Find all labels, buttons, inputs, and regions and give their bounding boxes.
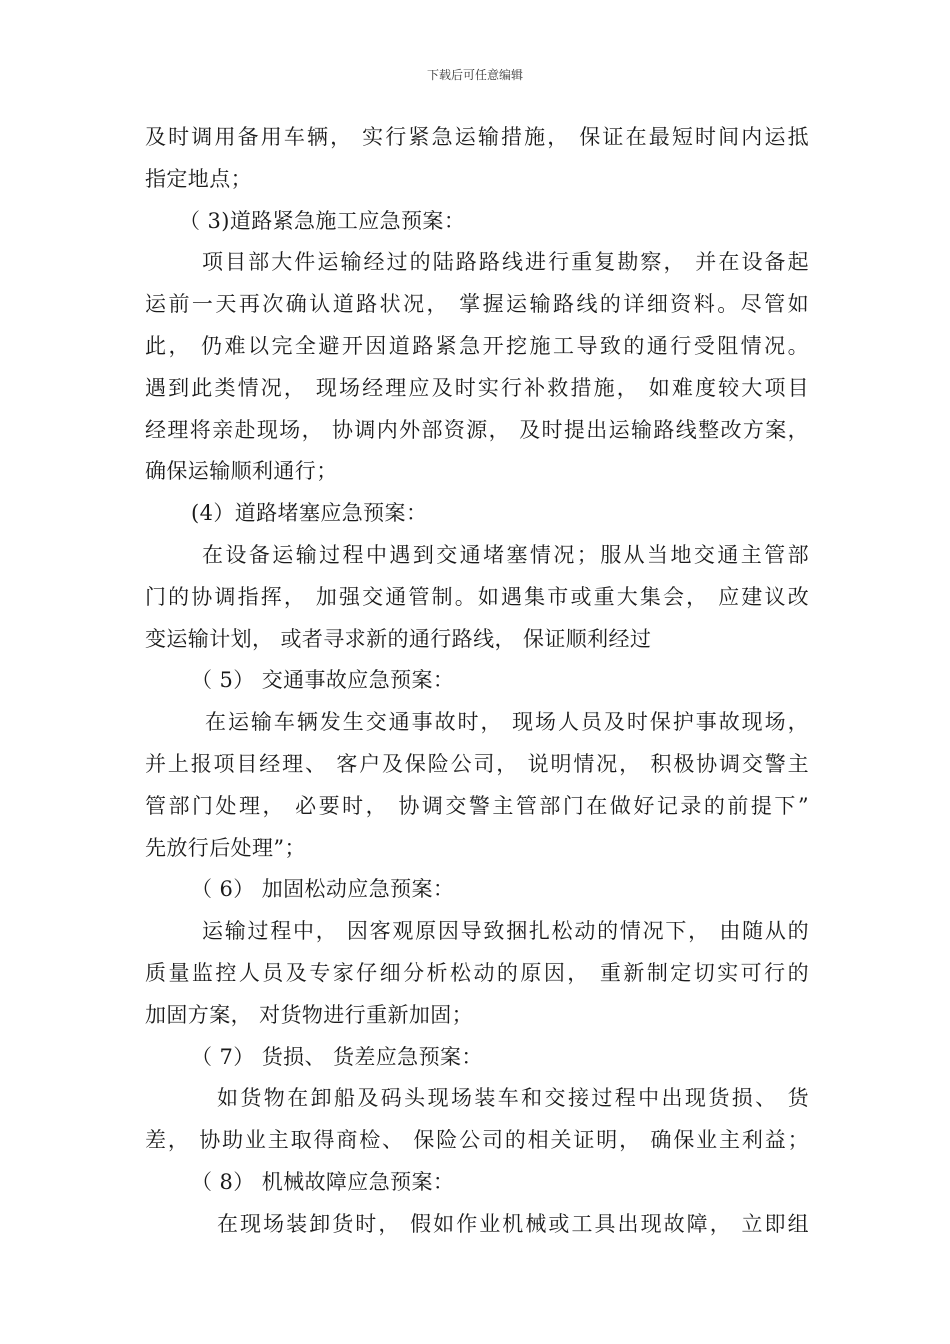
body-text [145, 117, 809, 1246]
text-line: 运前一天再次确认道路状况， 掌握运输路线的详细资料。尽管如 [145, 292, 809, 317]
text-line: 遇到此类情况， 现场经理应及时实行补救措施， 如难度较大项目 [145, 375, 809, 400]
text-line: 先放行后处理”； [145, 835, 306, 860]
text-line: 如货物在卸船及码头现场装车和交接过程中出现货损、 货 [217, 1086, 809, 1111]
text-line: 指定地点； [145, 166, 252, 191]
text-line: 此， 仍难以完全避开因道路紧急开挖施工导致的通行受阻情况。 [145, 333, 809, 358]
text-line: 及时调用备用车辆， 实行紧急运输措施， 保证在最短时间内运抵 [145, 125, 809, 149]
page-header-note: 下载后可任意编辑 [426, 68, 523, 82]
section-heading-3: （ 3)道路紧急施工应急预案： [179, 208, 466, 233]
text-line: 在设备运输过程中遇到交通堵塞情况；服从当地交通主管部 [202, 542, 809, 567]
text-line: 门的协调指挥， 加强交通管制。如遇集市或重大集会， 应建议改 [145, 584, 809, 609]
text-line: 在运输车辆发生交通事故时， 现场人员及时保护事故现场， [205, 710, 809, 735]
text-line: 差， 协助业主取得商检、 保险公司的相关证明， 确保业主利益； [145, 1128, 809, 1153]
text-line: 加固方案， 对货物进行重新加固； [145, 1002, 474, 1027]
text-line: 确保运输顺利通行； [145, 459, 338, 484]
section-heading-5: （ 5） 交通事故应急预案： [191, 668, 455, 693]
section-heading-6: （ 6） 加固松动应急预案： [191, 877, 455, 902]
text-line: 质量监控人员及专家仔细分析松动的原因， 重新制定切实可行的 [145, 960, 809, 985]
text-line: 经理将亲赴现场， 协调内外部资源， 及时提出运输路线整改方案， [145, 417, 809, 442]
text-line: 并上报项目经理、 客户及保险公司， 说明情况， 积极协调交警主 [145, 751, 809, 776]
section-heading-8: （ 8） 机械故障应急预案： [191, 1169, 455, 1194]
text-line: 在现场装卸货时， 假如作业机械或工具出现故障， 立即组 [217, 1211, 809, 1236]
section-heading-4: (4）道路堵塞应急预案： [191, 501, 428, 526]
text-line: 运输过程中， 因客观原因导致捆扎松动的情况下， 由随从的 [202, 919, 809, 944]
text-line: 管部门处理， 必要时， 协调交警主管部门在做好记录的前提下” [145, 793, 809, 818]
section-heading-7: （ 7） 货损、 货差应急预案： [191, 1044, 483, 1069]
text-line: 项目部大件运输经过的陆路路线进行重复勘察， 并在设备起 [202, 250, 809, 275]
text-line: 变运输计划， 或者寻求新的通行路线， 保证顺利经过 [145, 626, 652, 651]
